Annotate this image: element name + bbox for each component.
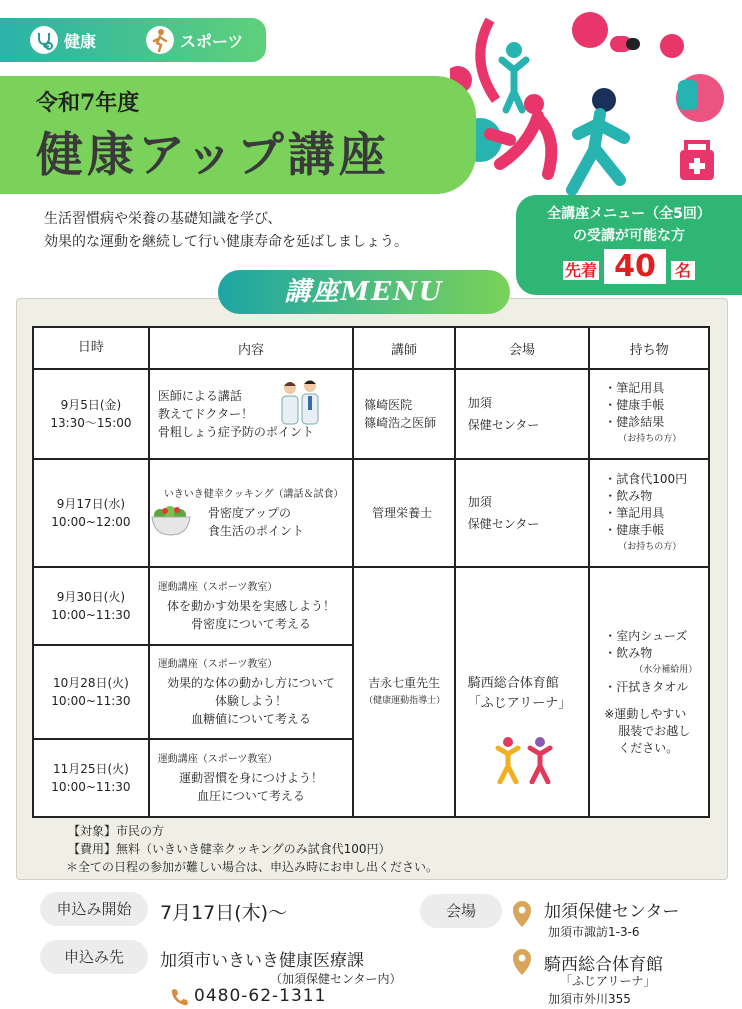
item-line: ・飲み物 [604,488,653,503]
badge-number: 40 [604,249,666,284]
item-note: （水分補給用） [634,664,698,675]
date-text: 9月5日(金) [60,398,122,412]
content-head: 運動講座（スポーツ教室） [157,754,278,765]
col-header-date: 日時 [33,327,149,369]
content-head: 運動講座（スポーツ教室） [157,659,278,670]
venue2-sub: 「ふじアリーナ」 [560,974,656,988]
lecturer-line: 篠崎浩之医師 [364,416,437,430]
lecturer-line: 吉永七重先生 [368,676,441,690]
table-header-row [33,327,709,369]
table-row [33,459,709,567]
destination-label: 申込み先 [40,940,148,974]
note-fee: 【費用】無料（いきいき健幸クッキングのみ試食代100円） [68,842,391,856]
item-line: ・筆記用具 [604,505,665,520]
category-sports-label: スポーツ [180,31,244,51]
phone-number: 0480-62-1311 [194,986,327,1006]
content-line: 骨密度について考える [191,617,311,631]
note-target: 【対象】市民の方 [68,824,165,838]
time-text: 10:00~11:30 [51,608,131,622]
runner-icon [146,26,174,54]
remark-line: 服装でお越し [618,723,691,738]
date-text: 9月30日(火) [56,590,126,604]
item-line: ・健康手帳 [604,522,665,537]
venue1-address: 加須市諏訪1-3-6 [548,925,640,939]
item-line: ・健康手帳 [604,398,665,412]
venue1-name: 加須保健センター [544,902,680,922]
doctors-icon [276,378,324,426]
badge-prefix: 先着 [565,261,598,280]
session-date [33,369,149,459]
date-text: 10月28日(火) [52,676,129,690]
item-line: ・飲み物 [604,645,653,660]
venue-line: 騎西総合体育館 [467,676,559,691]
category-health [30,26,96,54]
content-line: 血糖値について考える [191,712,311,726]
sports-items [589,567,709,817]
remark-line: ※運動しやすい [604,706,687,721]
lecturer-note: （健康運動指導士） [364,696,446,706]
lecturer-line: 篠崎医院 [364,398,413,412]
stethoscope-icon [30,26,58,54]
sports-illustration [450,0,742,200]
session-items [589,369,709,459]
venue-line: 保健センター [467,517,540,531]
venue2-name: 騎西総合体育館 [544,955,663,975]
phone-icon [170,988,188,1006]
item-line: ・健診結果 [604,415,665,429]
col-header-venue: 会場 [455,327,590,369]
badge-unit: 名 [671,261,695,280]
table-row [33,369,709,459]
session-lecturer [353,369,455,459]
session-lecturer [353,459,455,567]
time-text: 10:00~12:00 [51,515,131,529]
item-line: ・筆記用具 [604,381,665,395]
venue-line: 「ふじアリーナ」 [467,696,572,711]
badge-capacity [516,249,742,284]
time-text: 13:30～15:00 [50,416,132,430]
content-line: 教えてドクター！ [157,407,254,421]
item-note: （お持ちの方） [618,541,682,552]
venue-line: 加須 [467,495,492,509]
menu-heading: 講座MENU [218,270,510,314]
content-line: 骨粗しょう症予防のポイント [157,425,314,439]
content-line: 医師による講話 [157,389,242,403]
content-line: 血圧について考える [197,789,305,803]
location-pin-icon [512,948,532,976]
item-line: ・室内シューズ [604,628,688,643]
location-pin-icon [512,900,532,928]
content-line: 体験しよう！ [214,694,287,708]
venue-label: 会場 [420,894,502,928]
content-line: 効果的な体の動かし方について [167,676,335,690]
session-date [33,739,149,817]
col-header-lecturer: 講師 [353,327,455,369]
intro-text [44,208,408,254]
content-line: 骨密度アップの [207,506,291,520]
venue2-address: 加須市外川355 [548,992,631,1006]
session-date [33,459,149,567]
session-content [149,567,353,645]
category-sports [146,26,243,54]
col-header-items: 持ち物 [589,327,709,369]
destination-sub: （加須保健センター内） [270,972,402,986]
notes [68,822,438,876]
session-content [149,645,353,739]
content-line: 食生活のポイント [207,524,304,538]
capacity-badge [516,195,742,295]
session-date [33,645,149,739]
destination-value: 加須市いきいき健康医療課 [160,951,364,971]
schedule-table [32,326,710,818]
time-text: 10:00~11:30 [51,780,131,794]
intro-line: 生活習慣病や栄養の基礎知識を学び、 [44,211,282,227]
exercise-icon [494,734,558,784]
content-head: いきいき健幸クッキング（講話＆試食） [163,489,344,500]
fiscal-year: 令和7年度 [36,90,140,116]
date-text: 9月17日(水) [56,497,126,511]
date-text: 11月25日(火) [52,762,129,776]
lecturer-line: 管理栄養士 [372,506,433,520]
start-date: 7月17日(木)～ [160,902,288,924]
badge-line: の受講が可能な方 [573,228,685,244]
badge-line: 全講座メニュー（全5回） [547,206,711,222]
content-head: 運動講座（スポーツ教室） [157,582,278,593]
start-label: 申込み開始 [40,892,148,926]
table-row [33,567,709,645]
session-content [149,739,353,817]
session-venue [455,459,590,567]
session-items [589,459,709,567]
page-title: 健康アップ講座 [36,128,390,183]
venue-line: 加須 [467,396,492,410]
content-line: 体を動かす効果を実感しよう！ [166,599,335,613]
item-line: ・試食代100円 [604,471,688,486]
time-text: 10:00~11:30 [51,694,131,708]
session-date [33,567,149,645]
item-line: ・汗拭きタオル [604,679,689,694]
venue-line: 保健センター [467,418,540,432]
item-note: （お持ちの方） [618,434,682,444]
content-line: 運動習慣を身につけよう！ [179,771,323,785]
note-remark: ＊全ての日程の参加が難しい場合は、申込み時にお申し出ください。 [66,860,439,874]
intro-line: 効果的な運動を継続して行い健康寿命を延ばしましょう。 [44,234,408,250]
sports-lecturer [353,567,455,817]
session-venue [455,369,590,459]
category-health-label: 健康 [64,31,97,51]
remark-line: ください。 [618,740,679,755]
col-header-content: 内容 [149,327,353,369]
salad-icon [150,503,192,537]
